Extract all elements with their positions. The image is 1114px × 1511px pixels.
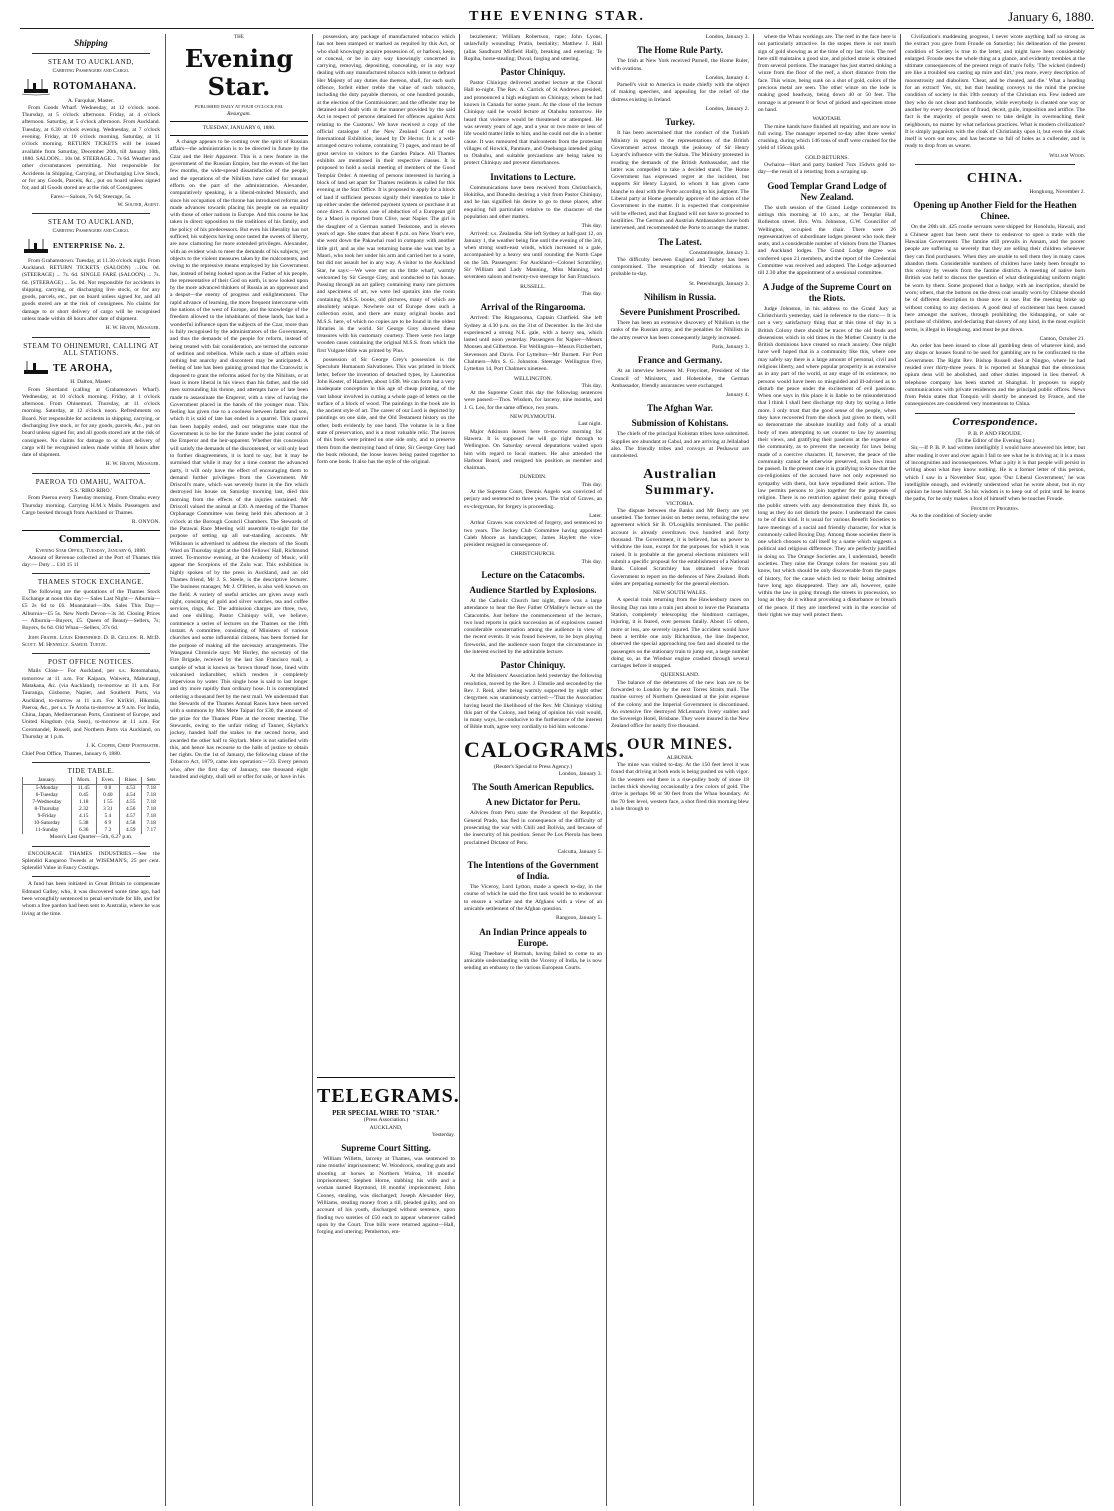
subheading: The Home Rule Party. xyxy=(637,45,723,56)
dateline: Last night. xyxy=(578,421,602,428)
china-body: An order has been issued to close all gambling dens of whatever kind, and any shops or houses found to be used for gambling are to be confiscated to the Government. The Right Rev. Bishop Russell died at Ningpo, where he had resided over thirty-three years. It is reported at Shanghai that the obnoxious opium dens will be abolished, and other duties imposed in lieu thereof. A telephone company has been started at Shanghai. It proposes to supply communications with private residences and the principal public offices. News from Pekin states that Tonquin will shortly be annexed by France, and the consequences are considered very momentous to China. xyxy=(905,343,1085,408)
tide-cell: 5 4 xyxy=(96,813,119,820)
place-heading: NEW PLYMOUTH. xyxy=(510,414,556,421)
dateline: Hongkong, November 2. xyxy=(1029,189,1085,196)
ad-agent: W. Souter, Agent. xyxy=(117,201,160,208)
cable-body: It has been ascertained that the conduct of the Turkish Ministry in regard to the representations of the British Government across through the jealousy of Sir Henry Layard's influence with the Sultan. The Ministry protested in evading the demands of the British Ambassador, and the latter was compelled to take a decided stand. The Home Government has expressed regret at the incident, but supports Sir Henry Layard, to whom it has given carte blanche to deal with the Porte according to his judgment. The Liberal party at Home generally approve of the action of the Government in the matter. It is expected that compromise will be effected, and that England will not have to proceed to hostilities. The German and Austrian Ambassadors have both intervened, and recommended the Porte to arrange the matter. xyxy=(611,130,749,232)
subheading: Arrival of the Ringarooma. xyxy=(480,302,586,313)
ship-block xyxy=(22,78,160,96)
tide-row xyxy=(23,799,161,806)
place-heading: WAIOTAHI. xyxy=(812,116,842,123)
paper-the: THE xyxy=(234,35,244,40)
subheading: The Latest. xyxy=(658,236,702,247)
local-news-body-2: possession of Sir George Grey's possession is the Speculum Humanum Salvationes. This was printed in block letter, before the invention of detached types, by Laurentius John Koster, of Haarlem, about 1438. We can form but a very inadequate conception in this age of cheap printing, of the vast labour involved in cutting a whole page of letters on the surface of a block of wood. The paintings in the book are in the ancient style of art. The career of our Lord is depicted by paintings on one side, and the Old Testament history on the other, both evidently by one hand. The volume is in a fine state of preservation, and is a most valuable relic. The leaves of this book were printed on one side only, and to preserve them from the destroying hand of time, Sir George Grey had the book rebound, the loose leaves being pasted together to form one book. It also has the style of the original. xyxy=(317,357,455,466)
special-wire-line: PER SPECIAL WIRE TO "STAR." xyxy=(332,1109,440,1117)
divider xyxy=(32,876,150,877)
telegram-body: Major Atkinson leaves here to-morrow morning for Hawera. It is supposed he will go right through to Wellington. On Saturday several deputations waited upon him with regard to local matters. He also attended the Harbour Board, and resigned his position as member and chairman. xyxy=(464,428,602,472)
place-heading: WELLINGTON. xyxy=(513,375,553,382)
correspondence-subheading: P. B. P. AND FROUDE. xyxy=(967,430,1023,437)
tide-cell: 11.45 xyxy=(71,785,96,793)
telegram-body: William Willetts, larceny at Thames, was sentenced to nine months' imprisonment; W. Woodcock, stealing gum and shooting at horses at Northern Wairoa, 18 months' imprisonment; Stephen Horne, stabbing his wife and a woman named Raymond, 18 months' imprisonment; John Cooney, stealing, was discharged; Joseph Alexander Hey, Williams, stealing money from a till, pleaded guilty, and on account of his youth, discharged without sentence, upon finding two sureties of £50 each to appear whenever called upon by the Court. True bills were returned against—Hall, forging and uttering; Pemberton, em- xyxy=(317,1156,455,1236)
cable-body: The balance of the debentures of the new loan are to be forwarded to London by the next Torres Straits mail. The marine survey of Northern Queensland at the joint expense of the colony and the Imperial Government is discontinued. An extensive fire destroyed McLennan's livery stables and the Sovereign Hotel, Brisbane. They were insured in the New Zealand office for nearly five thousand. xyxy=(611,679,749,730)
cable-body: The dispute between the Banks and Mr Berry are yet unsettled. The former insist on better terms, refusing the new agreement which Sir B. O'Loughlin terminated. The public account is already overdrawn two hundred and forty thousand. The Government, it is believed, has no power to withdraw the loan, except for the purposes for which it was raised. It is probable at the general elections ministers will submit a specific proposal for the establishment of a National Bank. Colonel Scratchley has obtained leave from Government to report on the defences of New Zealand. Both sides are preparing earnestly for the general election. xyxy=(611,507,749,587)
froude-heading: Froude on Progress. xyxy=(971,505,1019,512)
divider xyxy=(170,135,308,136)
tide-cell: 7-Wednesday xyxy=(23,799,72,806)
place-heading: GOLD RETURNS. xyxy=(805,154,849,161)
column-editorial xyxy=(170,34,308,1506)
subheading: The Afghan War. xyxy=(647,403,713,414)
cable-body: The chiefs of the principal Kohistan tribes have submitted. Supplies are abundant at Cabul, and are arriving at Jellalabad also. The friendly tribes and convoys at Peshawur are unmolested. xyxy=(611,431,749,460)
newspaper-title: THE EVENING STAR. xyxy=(469,9,645,24)
cable-body: The difficulty between England and Turkey has been compromised. The resumption of friendly relations is probable to-day. xyxy=(611,256,749,278)
dateline: This day. xyxy=(581,223,602,230)
column-cables xyxy=(611,34,749,1506)
divider xyxy=(32,573,150,574)
subheading: The South American Republics. xyxy=(471,782,594,793)
ad-body: From Goods Wharf. Wednesday, at 12 o'clock noon. Thursday, at 5 o'clock afternoon. Friday, at 4 o'clock afternoon. Saturday, at 5 o'clock afternoon. From Auckland. Tuesday, at 6.30 o'clock evening. Wednesday, at 7 o'clock evening. Friday, at 10 o'clock morning. Saturday, at 11 o'clock morning. RETURN TICKETS will be issued available from Saturday, December 20th, till January 10th, 1880. SALOON... 10s 0d. STEERAGE... 7s 6d. Weather and other circumstances permitting. Not responsible for Accidents in Shipping, Carrying, or Discharging Live Stock, or for any Goods, Parcels, &c., put on board unless signed for, and all Goods stored are at the risk of Consignees. xyxy=(22,104,160,192)
tide-col-header: January. xyxy=(23,777,72,785)
ship-block xyxy=(22,359,160,377)
subheading: Opening up Another Field for the Heathen Chinee. xyxy=(913,200,1077,222)
divider xyxy=(22,530,160,531)
tide-cell: 4.55 xyxy=(120,799,142,806)
dateline: Later. xyxy=(589,512,602,519)
divider xyxy=(32,473,150,474)
masthead xyxy=(20,6,1094,29)
steamship-icon xyxy=(22,238,50,256)
tide-moon: Moon's Last Quarter—5th, 6.27 p.m. xyxy=(49,834,133,841)
subheading: Invitations to Lecture. xyxy=(490,171,576,182)
divider xyxy=(915,164,1075,165)
dateline: Canton, October 21. xyxy=(1039,335,1085,342)
divider xyxy=(317,1077,455,1078)
column-rule xyxy=(459,34,460,1506)
tide-cell: 7 2 xyxy=(96,827,119,834)
telegram-body: King Theebaw of Burmah, having failed to come to an amicable understanding with the Viceroy of India, he is now sending an embassy to the various European Courts. xyxy=(464,950,602,972)
divider xyxy=(32,53,150,54)
dateline: Calcutta, January 5. xyxy=(557,848,602,855)
place-heading: RUSSELL. xyxy=(520,283,546,290)
steamship-icon xyxy=(22,359,50,377)
ad-heading: STEAM TO AUCKLAND, xyxy=(48,58,134,66)
steamship-icon xyxy=(22,78,50,96)
tide-cell: 4.54 xyxy=(120,792,142,799)
tide-cell: 4.53 xyxy=(120,785,142,793)
correspondence-body: Sir,—If P. B. P. had written intelligibly I would have answered his letter, but after reading it over and over again I fail to see what he is driving at; it is a mass of incongruities and inconsequences. What a pity it is that people will persist in writing about what they know nothing. He is a former letter of this person, which I saw in a November Star, upon 'Our Liberal Government,' he was intelligible enough, and evidently understood what he wrote about, but in my opinion he loses himself. So his wisdom is to keep out of print until he learns the paths, for he only makes a fool of himself when he touches Froude. xyxy=(905,445,1085,503)
tide-cell: 7.18 xyxy=(142,820,160,827)
motto: Resurgam. xyxy=(227,110,251,117)
tide-cell: 6 9 xyxy=(96,820,119,827)
tide-row xyxy=(23,813,161,820)
froude-body: As to the condition of Society under xyxy=(911,513,993,520)
tide-cell: 6-Tuesday xyxy=(23,792,72,799)
tide-row xyxy=(23,820,161,827)
subheading: Good Templar Grand Lodge of New Zealand. xyxy=(767,180,887,202)
place-heading: CHRISTCHURCH. xyxy=(510,551,556,558)
column-mines-lodge xyxy=(758,34,896,1506)
column-china-correspondence xyxy=(905,34,1085,1506)
ad-agent: H. W. Heath, Manager. xyxy=(105,461,160,468)
divider xyxy=(32,337,150,338)
exchange-body: The following are the quotations of the Thames Stock Exchange at noon this day:— Sales Last Night— Alburnia—£5 2s 6d to £6. Moanataiari—30s. Sales This Day— Alburnia—£5 5s. New North Devon—3s 3d. Closing Prices— Alburnia—Buyers, £5. Queen of Beauty—Sellers, 7s; Buyers, 6s 6d. Old Whau—Sellers, 37s 6d. xyxy=(22,588,160,632)
place-heading: AUCKLAND, xyxy=(369,1124,403,1131)
tide-row xyxy=(23,827,161,834)
tide-cell: 0 8 xyxy=(96,785,119,793)
divider xyxy=(32,213,150,214)
section-heading-shipping: Shipping xyxy=(74,38,108,48)
ad-body: From Grahamstown. Tuesday, at 11.30 o'clock night. From Auckland. RETURN TICKETS (SALOON) ...10s. 0d. (STEERAGE) ... 7s. 6d. SINGLE FARE (SALOON) ... 7s. 6d. (STEERAGE) ... 5s. 0d. Not responsible for accidents in shipping, carrying, or discharging live stock, or for any goods, parcels, etc., put on board unless signed for, and all goods stored are at the risk of consignees. No claims for damage to or short delivery of cargo will be recognised unless made within 48 hours after date of shipment. xyxy=(22,257,160,323)
mines-body: where the Whau workings are. The reef in the face here is not particularly attractive. In the stopes there is not much sign of gold showing as at the time of my last visit. The reef here still maintains a good size, and picked stone is obtained from several portions. The manager has just started sinking a winze from the floor of the reef, a short distance from the face. This winze, being sunk on a shot of gold, colors of the precious metal are seen. The other winze on the lode is making good headway, being down 40 or 50 feet. The tonnage is at present 8 or 9cwt of picked and specimen stone on hand. xyxy=(758,34,896,113)
paper-nameplate: Evening Star. xyxy=(184,44,294,102)
telegrams-heading: TELEGRAMS. xyxy=(317,1085,460,1107)
mines-body: The mine was visited to-day. At the 150 feet level it was found that driving at both ends is being pushed on with vigor. In the western end there is a rise-pulley body of stone 18 inches thick showing occasionally a few colors of gold. The drive is perhaps 90 or 90 feet from the Whau boundary. At the 70 feet level, western face, a shot fired this morning blew a hole through to xyxy=(611,762,749,812)
subheading: Submission of Kohistans. xyxy=(631,418,729,429)
tide-cell: 4.59 xyxy=(120,827,142,834)
tide-cell: 9-Friday xyxy=(23,813,72,820)
published-line: PUBLISHED DAILY AT FOUR O'CLOCK P.M. xyxy=(194,104,284,110)
tide-cell: 1.18 xyxy=(71,799,96,806)
telegram-body: The Viceroy, Lord Lytton, made a speech to-day, in the course of which he said the first task would be to endeavour to ensure a warfare and the Afghans with a view of an amicable settlement of the Afghan question. xyxy=(464,884,602,913)
column-rule xyxy=(900,34,901,1506)
column-rule xyxy=(753,34,754,1506)
place-heading: DUNEDIN. xyxy=(519,474,547,481)
tide-col-header: Even. xyxy=(96,777,119,785)
cable-body: Parnell's visit to America is made chiefly with the object of making speeches, and appealing for the relief of the distress existing in Ireland. xyxy=(611,82,749,103)
ad-heading: STEAM TO AUCKLAND, xyxy=(48,218,134,227)
china-body: On the 20th ult. 425 coolie servants were shipped for Honolulu, Hawaii, and a Chinese agent has been sent there to endeavor to open a trade with the Hawaiian Government. The famine still prevails in Annam, and the poorer people are suffering so severely that they are selling their children whenever they can find purchasers. When they are unable to sell them they in many cases abandon them. Considerable numbers of children have lately been brought to this colony by vessels from the famine districts. A meeting of native born British was held to discuss the question of what distinguishing uniform might be worn by them. Some proposed that a badge, with an inscription, should be worn; others, that the buttons on the dress coat usually worn by Chinese should be of different description to those now in use. But the meeting broke up without coming to any decision. A good deal of excitement has been caused here amongst the natives, through prohibiting the kidnapping, or sale or purchase of children, and declaring that slavery of any kind, in the most explicit terms, is illegal in Hongkong, and must be put down. xyxy=(905,224,1085,333)
tide-cell: 3 31 xyxy=(96,806,119,813)
postoffice-body: Mails Close— For Auckland, per s.s. Rotomahana, tomorrow at 11 a.m. For Kaipara, Waiwera, Mahurangi, Matakana, &c. (via Auckland), to-morrow at 11 a.m. For Tauranga, Gisborne, Napier, and Southern Ports, via Auckland, to-morrow at 11 a.m. For Kirikiri, Hikutaia, Paeroa, &c., per s.s. Te Aroha to-morrow at 9 a.m. For India, China, Japan, Mediterranean Ports, Continent of Europe, and United Kingdom (via Suez), to-morrow at 11 a.m. For Coromandel, Russell, and Northern Ports via Auckland, on Thursday at 1 p.m. xyxy=(22,668,160,741)
telegram-body: At the Supreme Court this day the following sentences were passed:—Thos. Wisdom, for larceny, nine months, and J. G. Leo, for the same offence, two years. xyxy=(464,390,602,411)
divider xyxy=(32,653,150,654)
dateline: Constantinople, January 3. xyxy=(689,249,749,256)
fund-paragraph: A fund has been initiated in Great Britain to compensate Edmund Galley, who, it was discovered some time ago, had been wrongfully sentenced to penal servitude for life, and for whom a free pardon had been sent to Australia, where he was living at the time. xyxy=(22,881,160,917)
ad-agent: R. ONYON. xyxy=(131,519,160,526)
dateline: Yesterday. xyxy=(431,1131,455,1138)
subheading: Lecture on the Catacombs. xyxy=(481,570,585,580)
dateline: London, January 2. xyxy=(705,106,749,113)
postoffice-date: Chief Post Office, Thames, January 6, 1880. xyxy=(22,750,122,757)
mines-body: The mine hands have finished all repairing, and are now in full swing. The manager reported to-day after three weeks' crushing, during which 146 tons of stuff were crushed for the yield of 156ozs gold. xyxy=(758,123,896,152)
place-heading: ALBUNIA. xyxy=(666,754,694,761)
ad-fares: Fares:—Saloon, 7s 6d; Steerage, 5s. xyxy=(50,194,132,201)
tide-cell: 7.18 xyxy=(142,806,160,813)
ship-master: H. Dalton, Master. xyxy=(70,379,112,386)
postoffice-heading: POST OFFICE NOTICES. xyxy=(48,658,134,667)
encourage-ad: ENCOURAGE THAMES INDUSTRIES.—See the Splendid Kangaroo Tweeds at WISEMAN'S, 25 per cent. Splendid Value in Fancy Costings. xyxy=(22,850,160,872)
commercial-office: Evening Star Office, Tuesday, January 6, 1880. xyxy=(35,547,147,554)
ad-subheading: Carrying Passengers and Cargo. xyxy=(52,228,130,235)
ad-heading: PAEROA TO OMAHU, WAITOA. xyxy=(35,477,147,486)
tide-cell: 4.56 xyxy=(120,806,142,813)
dateline: London, January 3. xyxy=(705,34,749,40)
telegram-body: Pastor Chiniquy delivered another lecture at the Choral Hall to-night. The Rev. A. Carrick of St Andrews presided, and pronounced a high eulogium on Chiniquy, whom he had known in Canada for some years. At the close of the lecture Chiniquy said he would lecture at Otahuhu tomorrow. He heard that violence would be threatened or attempted. He was seventy years of age, and a year or two more or less of life would matter little to him, and he could not die in a better cause. It was rumoured that malcontents from the protestant villages of Howick, Panmure, and Onehunga intended going to Otahuhu, and suitable precautions are being taken to protect Chiniquy and prevent disturbances. xyxy=(464,80,602,167)
tide-cell: 7.18 xyxy=(142,792,160,799)
ad-body: From Shortland (calling at Grahamstown Wharf). Wednesday, at 10 o'clock morning. Friday, at 1 o'clock afternoon. From Ohinemuri. Thursday, at 11 o'clock morning. Saturday, at 12 o'clock noon. Refreshments on Board. Not responsible for accidents in shipping, carrying, or discharging live stock, or for any goods, parcels, &c., put on board unless signed for, and all goods stored are at the risk of consignees. No claims for damage to or short delivery of cargo will be recognised unless made within 48 hours after date of shipment. xyxy=(22,386,160,459)
cable-body: At an interview between M. Freycinet, President of the Council of Ministers, and Hohenlohe, the German Ambassador, friendly assurances were exchanged. xyxy=(611,368,749,389)
exchange-heading: THAMES STOCK EXCHANGE. xyxy=(37,578,145,587)
australian-summary-heading: Australian Summary. xyxy=(643,466,717,498)
tide-cell: 4.15 xyxy=(71,813,96,820)
commercial-body: Amount of Revenue collected at the Port of Thames this day:— Duty ... £10 15 11 xyxy=(22,554,160,569)
letter-body: Civilization's maddening progress, I never wrote anything half so strong as the extract you gave from Froude on Saturday; his delineation of the present condition of Society is true to the letter, and might have been considerably enlarged. Froude sees the whole thing at a glance, and evidently trembles at the ultimate consequences of the present reign of man's folly. 'The wicked (indeed) are like a troubled sea casting up mire and dirt,' yea more, every description of moonstrosity and diabolism. 'Cheat, and be cheated, and die.' What a heading for an extract! Yes, sir, but that heading conveys to the mind the precise condition of society in this 19th century of the Christian era. Few indeed are they who do not cheat and bamboozle, while everybody is cheated one way or another by every description of fraud, deceit, guile, imposition and artifice. The fact is the majority of people seem to take delight in overreaching their neighbours, no matter by what nefarious practices. What is modern civilization? It is simply paganism with the cloak of Christianity upon it, but even the cloak itself is worn out now, and has become so full of holes as a cullender, and is ready to drop from us wearer. xyxy=(905,34,1085,150)
tide-cell: 8-Thursday xyxy=(23,806,72,813)
ship-block xyxy=(22,238,160,256)
ship-master: A. Farquhar, Master. xyxy=(67,97,115,104)
dateline: This day. xyxy=(581,382,602,389)
tide-cell: 4.58 xyxy=(120,820,142,827)
place-heading: VICTORIA. xyxy=(665,500,695,507)
tide-cell: 7.18 xyxy=(142,785,160,793)
tide-cell: 11-Sunday xyxy=(23,827,72,834)
ship-name: S.S. 'RIRO RIRO.' xyxy=(70,488,112,495)
exchange-names: John Frater. Louis Ehrenfried. D. B. Gellion. R. McD. Scott. M. Hennelly. Samuel Tuetze. xyxy=(22,634,160,648)
mines-body: Owharoa—Hart and party banked 7ozs 15dwts gold to-day—the result of a retorting from a scraping up. xyxy=(758,162,896,176)
subheading: The Intentions of the Government of India. xyxy=(467,860,599,882)
column-rule xyxy=(165,34,166,1506)
subheading: France and Germany. xyxy=(637,355,723,366)
ad-heading: STEAM TO OHINEMURI, CALLING AT ALL STATIONS. xyxy=(23,341,159,357)
telegram-body: Arrived: The Ringarooma, Captain Chatfield. She left Sydney at 4.30 p.m. on the 31st of December. In the 3rd she experienced a strong N.E. gale, with a heavy sea, which lasted until noon yesterday. Passengers for Napier—Messrs Monsen and Gilbertson. For Wellington—Messrs Fitzherbert, Stevenson and Davis. For Lyttelton—Mr Burnett. For Port Chalmers—Mrs S. G. Johnston. Steerage: Wellington five, Lyttelton 14, Port Chalmers nineteen. xyxy=(464,315,602,373)
cable-body: The Irish at New York received Parnell, the Home Ruler, with ovations. xyxy=(611,58,749,72)
subheading: Severe Punishment Proscribed. xyxy=(620,307,740,318)
china-heading: CHINA. xyxy=(966,171,1024,187)
divider xyxy=(170,121,308,122)
dateline: London, January 4. xyxy=(705,74,749,81)
place-heading: NEW SOUTH WALES. xyxy=(652,590,708,597)
letter-signature: William Wood. xyxy=(1049,152,1085,159)
tide-cell: 5-Monday xyxy=(23,785,72,793)
column-rule xyxy=(312,34,313,1506)
telegram-body: Advices from Peru state the President of the Republic, General Prado, has fled in consequence of the difficulty of prosecuting the war with Chili and Bolivia, and because of the insecurity of his position. Senor Pe Los Pierola has been proclaimed Dictator of Peru. xyxy=(464,810,602,846)
telegram-body: At the Catholic Church last night, there was a large attendance to hear the Rev Father O'Malley's lecture on the Catacombs. Just before the commencement of the lecture, two loud reports in quick succession as of explosives caused considerable consternation among the audience in view of the recent events. It was found however, to be boys playing fireworks, and the audience soon forgot the circumstance in the interest excited by the admirable lecture. xyxy=(464,598,602,656)
ship-name: TE AROHA, xyxy=(53,362,113,374)
page-columns xyxy=(22,34,1092,1506)
ad-agent: H. W. Heath, Manager. xyxy=(105,325,160,332)
ship-name: ENTERPRISE No. 2. xyxy=(53,241,126,250)
tide-col-header: Morn. xyxy=(71,777,96,785)
telegram-body: At the Ministers' Association held yesterday the following resolution, moved by the Rev. J. Elmslie and seconded by the Rev. J. Reid, after being warmly supported by eight other clergymen was unanimously carried:—'That the Association having heard the likelihood of the Rev. Mr Chiniquy visiting this part of the Colony, and being of opinion his visit would, in many ways, be conducive to the furtherance of the interest of Bible truth, agree very cordially to bid him welcome.' xyxy=(464,673,602,731)
subheading: Turkey. xyxy=(665,117,695,128)
postoffice-signature: J. K. Cooper, Chief Postmaster. xyxy=(86,743,160,750)
section-heading-commercial: Commercial. xyxy=(59,534,123,545)
tide-cell: 2.32 xyxy=(71,806,96,813)
tide-table xyxy=(22,777,160,834)
tide-row xyxy=(23,806,161,813)
tide-col-header: Sets xyxy=(142,777,160,785)
tide-row xyxy=(23,792,161,799)
our-mines-heading: OUR MINES. xyxy=(626,735,733,753)
dateline: Paris, January 3. xyxy=(712,343,749,350)
dateline: This day. xyxy=(581,558,602,565)
tide-header-row xyxy=(23,777,161,785)
dateline: London, January 3. xyxy=(558,771,602,778)
tide-col-header: Rises xyxy=(120,777,142,785)
cable-body: A special train returning from the Hawkesbury races on Boxing Day ran into a train just about to leave the Paramatta Station, completely telescoping the hindmost carriages, injuring, it is feared, over persons fatally. About 15 others, more or less, are severely injured. The accident would have been a terrible one only Richardson, the line Inspector, observed the special approaching too fast and shouted to the passengers on the stationary train to jump out, a large number doing so, as the Windsor engine crashed through several carriages before it stopped. xyxy=(611,597,749,670)
tide-cell: 7.17 xyxy=(142,827,160,834)
subheading: Supreme Court Sitting. xyxy=(341,1143,431,1154)
telegram-body: bezzlement; William Robertson, rape; John Lyons, unlawfully wounding; Pratin, bestiality; Matthew J. Hall (alias Sandhurst Mirfield Hall), breaking and entering; Te Ropiha, horse-stealing; Duval, forging and uttering. xyxy=(464,34,602,62)
issue-date: January 6, 1880. xyxy=(1008,9,1094,24)
telegram-body: Communications have been received from Christchurch, Hokitika, and Dunedin desiring a visit from Pastor Chiniquy, and he has signified his desire to go to these places, after enquiring full particulars relative to the character of the population and other matters. xyxy=(464,184,602,220)
ad-body: From Paeroa every Tuesday morning. From Omahu every Thursday morning. Carrying H.M.'s Mails. Passengers and Cargo booked through from Auckland or Thames. xyxy=(22,495,160,516)
tide-cell: 10-Saturday xyxy=(23,820,72,827)
place-heading: QUEENSLAND. xyxy=(660,672,700,679)
subheading: Pastor Chiniquy. xyxy=(500,67,566,78)
subheading: A Judge of the Supreme Court on the Riots. xyxy=(762,281,892,303)
column-telegrams xyxy=(464,34,625,1506)
tide-heading: TIDE TABLE. xyxy=(67,766,115,775)
column-shipping xyxy=(22,34,160,1506)
ship-name: ROTOMAHANA. xyxy=(53,80,137,92)
tide-cell: 0.45 xyxy=(71,792,96,799)
editorial-dateline: TUESDAY, JANUARY 6, 1880. xyxy=(202,124,276,131)
dateline: This day. xyxy=(581,481,602,488)
dateline: This day. xyxy=(581,290,602,297)
tide-cell: 6.36 xyxy=(71,827,96,834)
subheading: Audience Startled by Explosions. xyxy=(469,585,597,595)
dateline: Rangoon, January 5. xyxy=(556,915,602,922)
lodge-body: The sixth session of the Grand Lodge commenced its sittings this morning at 10 a.m., at the Templar Hall, Rolleston street. Bro. Wm. Johnston, G.W. Councillor of Wellington, occupied the chair. There were 26 representatives of subordinate lodges present who took their seats, and a considerable number of visitors from the Thames and Auckland lodges. The Grand Lodge degree was conferred upon 21 members, and the report of the Credential Committee was received and adopted. The Lodge adjourned till 2.30 after the appointment of a sessional committee. xyxy=(758,204,896,277)
press-line: (Press Association.) xyxy=(363,1117,409,1124)
divider xyxy=(32,846,150,847)
subheading: Pastor Chiniquy. xyxy=(500,660,566,671)
local-news-body: possession, any package of manufactured tobacco which has not been stamped or marked as required by this Act, or who shall knowingly acquire possession of, or harbour, keep, or conceal, or be in any way knowingly concerned in carrying, removing, depositing, concealing, or in any way dealing with any manufactured tobacco with intent to defraud Her Majesty of any duties due thereon, shall, for each such offence, forfeit either treble the value of such tobacco, including the duty payable thereon, or one hundred pounds, at the election of the Commissioner; and the offender may be detained and dealt with in the manner provided by the said Act in respect of persons detained for offences against Acts relating to the Customs.' We have received a copy of the official catalogue of the New Zealand Court of the International Exhibition, issued by Dr Hector. It is a well-arranged octavo volume, containing 71 pages, and must be of great service to visitors to the Garden Palace. All Thames exhibits are mentioned in their respective classes. It is proposed to hold a social meeting of members of the Good Templar Order. A meeting of persons interested in having a block of land set apart for Thames residents is called for this evening at the Star Office. It is proposed to apply for a block of land if sufficient persons signify their intention to take it up either under the deferred payment system or purchase it at once direct. A curious case of abduction of a European girl by a Maori is reported from Clive, near Napier. The girl is the daughter of a German named Teskstone, and is eleven years of age. She states that about 8 p.m. on New Year's eve, she went down the Pakawhai road in company with another little girl, and as she was returning home she was met by a Maori, who took her under his arm and carried her to a ware, but did not assault her in any way. A visitor to the Auckland Star, he says:—We were met on the little wharf, warmly welcomed by Sir George Grey, and conducted to his house. Passing through an art gallery containing many rare pictures and specimens of art, we were led upstairs into the room containing M.S.S. books, old pictures, many of which are absolutely unique. Nowhere out of Europe does such a collection exist, and there are many original books and M.S.S. here, of which no copies are to be found in the oldest libraries in the world. Sir George Grey showed these treasures with his customary courtesy. There were two large wooden cases containing the original M.S.S. from which the first Vulgate bible was printed by Pius. xyxy=(317,34,455,354)
correspondence-heading: Correspondence. xyxy=(952,417,1038,428)
cablegrams-heading: CALOGRAMS. xyxy=(464,736,625,762)
telegram-body: Arrived: s.s. Zealandia. She left Sydney at half-past 12, on January 1, the weather being fine until the evening of the 3rd, when strong south-east winds, which increased to a gale, accompanied by a heavy sea until rounding the North Cape on the 5th. Passengers: For Auckland—Colonel Scratchley, Sir William and Lady Manning, Miss Manning, and seventeen saloon and twenty-two steerage for San Francisco. xyxy=(464,230,602,281)
tide-cell: 7.18 xyxy=(142,799,160,806)
judge-body: Judge Johnston, in his address to the Grand Jury at Christchurch yesterday, said in reference to the riots:— It is not a very satisfactory thing that at this time of day in a British Colony there should be traces of the old feuds and dissensions which in old times in the Mother Country in the British dominions have created so much anxiety. One might have well hoped that in a community like this, where one may safely say there is a large amount of personal, civil and religious liberty, and where popular prosperity is as extensive as in any part of the world, at any stage of its existence, no persons would have been so misguided and ill-advised as to disturb the peace under the excitement of evil passions. When one says in this place it is liable to be misunderstood that I think I shall best discharge my duty by saying a little more. I only trust that the good sense of the people, when they have recovered from the shock just given to them, will so demonstrate the absolute inutility and folly of a small body of men attempting to set counter to law by asserting their views, and gratifying their passions at the expense of the community, as to prevent the necessity for laws being made of a coercive character. If, however, the peace of the community cannot be otherwise preserved, such laws must be passed. In the present case it is gratifying to know that the co-religionists of the accused have not only expressed no sympathy with them, but have repudiated their action. The law permits persons to join together for the purposes of religion. There is no restriction against their going through the public streets with any demonstration they think fit, so long as they do not disturb the peace. I understand the cases to be of this kind. It is usual for various Benefit Societies to have meetings of a social and friendly character, for what is commonly called Boxing Day. Among those societies there is one which chooses to call itself by a name which suggests a political and religious difference. They are perfectly justified in doing so. The Orange Societies are, I understand, benefit societies. They raise the Orange colors for reasons you all know, but which should be only discoverable from the pages of history, for the cause which led to their being admitted have long ago disappeared. They are all, however, quite within the law in going through the streets in procession, so long as they do it without provoking a disturbance or breach of the peace. If they are interfered with in the exercise of their rights we may well protect them. xyxy=(758,305,896,619)
tide-cell: 0 40 xyxy=(96,792,119,799)
subheading: A new Dictator for Peru. xyxy=(485,797,581,808)
editorial-body: A change appears to be coming over the spirit of Russian affairs—the administration is to be directed in future by the Czar and the Heir Apparent. This is a new feature in the government of the Russian Empire, but the events of the last few months, the wide-spread dissatisfaction of the people, and the operations of the Nihilists have called for unusual efforts on the part of the administration. Alexander, comparatively speaking, is a liberal-minded Monarch, and since his occupation of the throne has introduced reforms and made advances towards placing his people on an equality with those of other nations in Europe. And this course he has taken in direct opposition to the traditions of his family, and the policy of his predecessors. But even his liberality has not sufficed; his subjects having once tasted the sweets of liberty, are now clamoring for more extended privileges. Alexander, with an evident wish to meet the demands of his subjects, yet objects to the violent measures taken by the malcontents, and owing to the repressive means employed by his Government has, instead of being looked upon as the Father of his people, the representative of their God on earth, is now looked upon by the more advanced thinkers of Russia as an oppressor and a despot—the enemy of progress and enlightenment. The rapid advance of learning, the more frequent intercourse with the nations of the west of Europe, and the knowledge of the freedom allowed to the inhabitants of these lands, has had a wonderful influence upon the subjects of the Czar, more than is fully recognised by the administrators of the Government, and thus the demands of the people for reform, instead of being treated with fair consideration, are termed the outcome of sedition and rebellion. While such a state of affairs exist nothing but anarchy and discontent may be anticipated. A feeling of late has been gaining ground that the Czarowitz is disposed to grant the reforms asked for by the Nihilists, or at least is more liberal in his views than his father, and the old men surrounding his throne, and attempts have of late been made to assassinate the Emperor, with a view of having the Government placed in the hands of the younger man. This feeling has given rise to a coolness between father and son, which it is said of late has ended in a quarrel. This quarrel has been happily ended, and our telegrams state that the Government is to be for the future under the joint control of the Emperor and the heir-apparent. Whether this concession will satisfy the demands of the discontented, or will only lead to further disagreements, it is hard to say, but it may be surmised that while it may for a time content the advanced party, it will only have the effect of encouraging them to demand further privileges from the Government. Mr Driscoll's mare, which was severely burnt in the fire which destroyed his house on Saturday morning last, died this morning from the effects of the injuries sustained. Mr Driscoll valued the animal at £30. A meeting of the Thames Orphanage Committee was being held this afternoon at 3 o'clock at the Borough Council Chambers. The Stewards of the Parawai Race Meeting will assemble to-night for the purpose of setting up all out-standing accounts. Mr Wilkinson is advertised to address the electors of the South Ward on Thursday night at the Odd Fellows' Hall, Richmond street. To-morrow evening, at the Academy of Music, will appear the Scorpions of the Zulu war. This exhibition is highly spoken of by the press in Auckland, and an old Thames friend, Mr J. S. Steele, is the descriptive lecturer. The business manager, Mr J. O'Brien, is also well known on the field. A variety of useful articles are given away each night, consisting of gold and silver watches, tea and coffee services, rings, &c. The admission charges are three, two, and one shilling. Pastor Chiniquy will, we believe, commence a series of lectures on the Thames on the 18th instant. A committee, consisting of Ministers of various churches and some influential citizens, has been formed for the purpose of making all the necessary arrangements. The Wanganui Chronicle says: Mr Hurley, the secretary of the Fire Brigade, received by the last San Francisco mail, a sample of what is known as 'brown thread' hose, lined with vulcanised indiarubber, which renders it completely impervious by water. This single hose is said to last longer and dry more rapidly than ordinary hose. It is contemplated ordering a thousand feet by the next mail. We understand that the Stewards of the Thames Annual Races have been served with a summons by Mrs Mere Taipari for £30, the amount of the prize for the Thames Plate at the recent meeting. The Stewards, owing to the unfair riding of Tanner, Skylark's jockey, handed half the stakes to the second horse, and awarded the other half to Skylark. Mere is not satisfied with this, and hence has recourse to the halls of justice to obtain her rights. On the 1st of January, the following clause of the Tobacco Act, 1879, came into operation:—'23. Every person who, after the first day of January, one thousand eight hundred and eighty, shall sell or offer for sale, or have in his xyxy=(170,139,308,781)
telegram-body: At the Supreme Court, Dennis Angelo was convicted of perjury and sentenced to three years. The trial of Graves, an ex-clergyman, for forgery is proceeding. xyxy=(464,489,602,510)
subheading: An Indian Prince appeals to Europe. xyxy=(479,926,587,948)
column-rule xyxy=(606,34,607,1506)
divider xyxy=(915,413,1075,414)
correspondence-to: (To the Editor of the Evening Star.) xyxy=(955,438,1035,445)
tide-cell: 7.18 xyxy=(142,813,160,820)
ad-subheading: Carrying Passengers and Cargo. xyxy=(52,68,130,75)
telegram-body: Arthur Graves was convicted of forgery, and sentenced to two years. The Jockey Club Committee having appointed Caleb Moore as handicapper, James Haylett the vice-president resigned in consequence of. xyxy=(464,520,602,549)
dateline: St. Petersburgh, January 3. xyxy=(689,280,749,287)
dateline: January 4. xyxy=(726,392,749,399)
tide-cell: 4.57 xyxy=(120,813,142,820)
subheading: Nihilism in Russia. xyxy=(643,292,717,303)
tide-row xyxy=(23,785,161,793)
cable-body: There has been an extensive discovery of Nihilism in the ranks of the Russian army, and the penalties for Nihilists in the army reserve has been consequently largely increased. xyxy=(611,320,749,341)
tide-cell: 1 55 xyxy=(96,799,119,806)
reuters-line: (Reuter's Special to Press Agency.) xyxy=(493,763,573,770)
column-telegrams-header xyxy=(317,1074,460,1506)
divider xyxy=(32,762,150,763)
tide-cell: 5.38 xyxy=(71,820,96,827)
